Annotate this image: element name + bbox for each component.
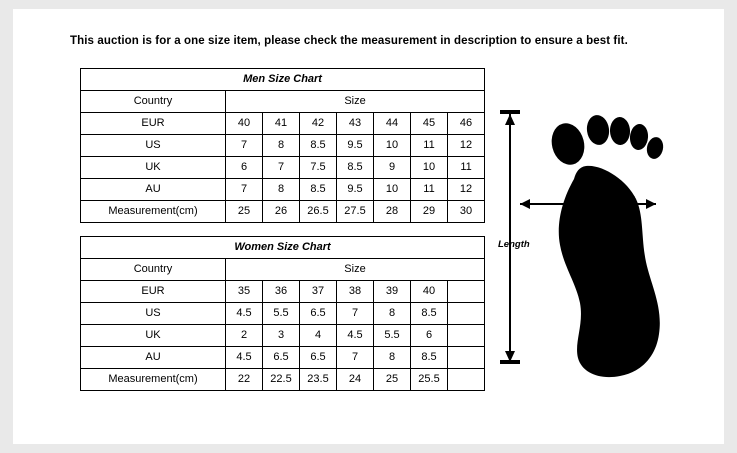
cell: 7 [263, 157, 300, 179]
row-label: AU [81, 179, 226, 201]
table-row [81, 347, 485, 369]
cell: 10 [411, 157, 448, 179]
women-header-size: Size [226, 259, 485, 281]
foot-measurement-diagram [496, 104, 711, 384]
cell: 40 [226, 113, 263, 135]
cell: 4.5 [226, 347, 263, 369]
cell [448, 347, 485, 369]
cell: 4.5 [337, 325, 374, 347]
cell: 9.5 [337, 135, 374, 157]
cell: 10 [374, 179, 411, 201]
cell: 25 [374, 369, 411, 391]
cell: 22 [226, 369, 263, 391]
cell [448, 369, 485, 391]
width-label: Width [609, 193, 636, 204]
cell: 4.5 [226, 303, 263, 325]
cell: 23.5 [300, 369, 337, 391]
cell: 25.5 [411, 369, 448, 391]
women-header-country: Country [81, 259, 226, 281]
row-label: US [81, 135, 226, 157]
cell [448, 281, 485, 303]
cell: 8.5 [411, 303, 448, 325]
length-label: Length [498, 239, 530, 250]
cell: 39 [374, 281, 411, 303]
cell: 7 [226, 179, 263, 201]
cell: 8 [374, 303, 411, 325]
table-row [81, 113, 485, 135]
cell: 8.5 [337, 157, 374, 179]
cell: 5.5 [374, 325, 411, 347]
cell: 9.5 [337, 179, 374, 201]
row-label: US [81, 303, 226, 325]
table-row [81, 179, 485, 201]
cell: 7.5 [300, 157, 337, 179]
foot-silhouette-icon [547, 114, 665, 377]
cell: 11 [448, 157, 485, 179]
table-row [81, 135, 485, 157]
cell: 44 [374, 113, 411, 135]
row-label: AU [81, 347, 226, 369]
cell: 8 [374, 347, 411, 369]
cell: 25 [226, 201, 263, 223]
cell: 9 [374, 157, 411, 179]
cell: 29 [411, 201, 448, 223]
table-row [81, 325, 485, 347]
cell: 2 [226, 325, 263, 347]
document-page [13, 9, 724, 444]
row-label: EUR [81, 113, 226, 135]
cell: 11 [411, 179, 448, 201]
men-header-country: Country [81, 91, 226, 113]
table-row [81, 201, 485, 223]
cell: 7 [337, 347, 374, 369]
cell: 30 [448, 201, 485, 223]
cell: 37 [300, 281, 337, 303]
table-row [81, 281, 485, 303]
cell [448, 325, 485, 347]
cell: 42 [300, 113, 337, 135]
table-row [81, 259, 485, 281]
cell: 38 [337, 281, 374, 303]
women-chart-title: Women Size Chart [81, 237, 485, 259]
cell: 8.5 [411, 347, 448, 369]
cell: 7 [337, 303, 374, 325]
men-chart-title: Men Size Chart [81, 69, 485, 91]
cell: 10 [374, 135, 411, 157]
row-label: Measurement(cm) [81, 201, 226, 223]
table-row [81, 303, 485, 325]
cell: 40 [411, 281, 448, 303]
men-size-chart [80, 68, 485, 223]
cell: 36 [263, 281, 300, 303]
row-label: EUR [81, 281, 226, 303]
row-label: UK [81, 325, 226, 347]
cell: 6.5 [263, 347, 300, 369]
cell [448, 303, 485, 325]
cell: 6 [226, 157, 263, 179]
cell: 3 [263, 325, 300, 347]
cell: 46 [448, 113, 485, 135]
auction-notice: This auction is for a one size item, please check the measurement in description to ensure a best fit. [70, 35, 628, 47]
cell: 6.5 [300, 303, 337, 325]
cell: 22.5 [263, 369, 300, 391]
cell: 4 [300, 325, 337, 347]
length-arrow-icon [500, 110, 520, 364]
cell: 8.5 [300, 179, 337, 201]
cell: 12 [448, 179, 485, 201]
cell: 7 [226, 135, 263, 157]
cell: 6.5 [300, 347, 337, 369]
cell: 8 [263, 179, 300, 201]
women-size-chart [80, 236, 485, 391]
row-label: Measurement(cm) [81, 369, 226, 391]
cell: 12 [448, 135, 485, 157]
men-header-size: Size [226, 91, 485, 113]
cell: 43 [337, 113, 374, 135]
cell: 26.5 [300, 201, 337, 223]
cell: 8.5 [300, 135, 337, 157]
cell: 5.5 [263, 303, 300, 325]
cell: 8 [263, 135, 300, 157]
table-row [81, 237, 485, 259]
cell: 11 [411, 135, 448, 157]
table-row [81, 157, 485, 179]
table-row [81, 91, 485, 113]
cell: 28 [374, 201, 411, 223]
row-label: UK [81, 157, 226, 179]
cell: 45 [411, 113, 448, 135]
cell: 41 [263, 113, 300, 135]
cell: 6 [411, 325, 448, 347]
cell: 35 [226, 281, 263, 303]
table-row [81, 369, 485, 391]
cell: 26 [263, 201, 300, 223]
table-row [81, 69, 485, 91]
cell: 27.5 [337, 201, 374, 223]
cell: 24 [337, 369, 374, 391]
